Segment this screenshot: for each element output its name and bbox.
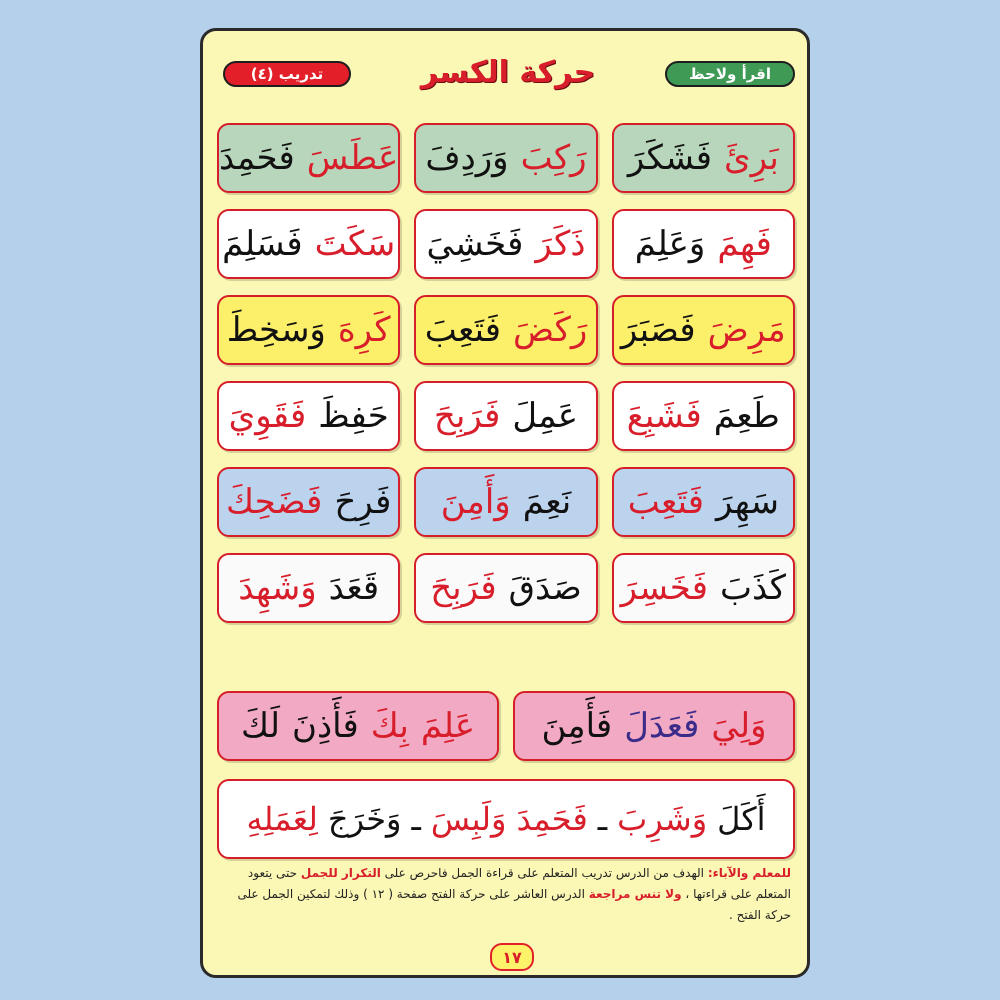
word-grid [217,123,795,623]
word-pair-box [414,123,597,193]
word: ذَكَرَ [535,224,586,264]
word: بِكَ [370,706,409,746]
sentence-row-long [217,779,795,859]
word-pair-box [414,381,597,451]
word: وَسَخِطَ [226,310,326,350]
word: وَلِيَ [711,706,767,746]
word: سَكَتَ [314,224,396,264]
word-pair-box [217,123,400,193]
note-emphasis-2: ولا تنس مراجعة [588,887,682,901]
word: عَمِلَ [512,396,579,436]
sentence-row-pink [217,691,795,761]
word: وَشَهِدَ [238,568,317,608]
word: فَأَذِنَ [292,706,359,746]
word-pair-box [217,553,400,623]
word: عَطَسَ [306,138,399,178]
sentence-box [217,691,499,761]
word-pair-box [612,467,795,537]
word: وَعَلِمَ [634,224,706,264]
word: لَكَ [240,706,280,746]
word: فَتَعِبَ [424,310,502,350]
word: فَحَمِدَ [219,138,295,178]
word: وَأَمِنَ [440,482,511,522]
word: عَلِمَ [420,706,476,746]
word: لِعَمَلِهِ [246,800,318,838]
word-pair-box [414,553,597,623]
word-pair-box [414,209,597,279]
word: وَشَرِبَ [617,800,708,838]
word: سَهِرَ [716,482,779,522]
word-pair-box [414,467,597,537]
word-pair-box [612,381,795,451]
word-pair-box [612,209,795,279]
word-pair-box [414,295,597,365]
word: فَضَحِكَ [226,482,323,522]
note-part-2: حتى يتعود المتعلم على قراءتها ، [247,866,791,901]
note-part-3: الدرس العاشر على حركة الفتح صفحة ( ١٢ ) وذلك لتمكين الجمل على حركة الفتح . [237,887,791,922]
word: وَلَبِسَ [430,800,507,838]
word: فَعَدَلَ [624,706,700,746]
word: أَكَلَ [717,800,766,838]
word: فَشَبِعَ [626,396,702,436]
word: فَرَبِحَ [433,396,501,436]
word-pair-box [612,123,795,193]
word-pair-box [217,381,400,451]
read-and-observe-label: اقرأ ولاحظ [665,61,795,87]
word: فَأَمِنَ [541,706,613,746]
note-part-1: الهدف من الدرس تدريب المتعلم على قراءة الجمل فاحرص على [380,866,708,880]
word: ـ [411,800,421,838]
word: طَعِمَ [713,396,780,436]
word: كَرِهَ [337,310,391,350]
word: فَشَكَرَ [627,138,712,178]
sentence-box [513,691,795,761]
long-sentence-box [217,779,795,859]
worksheet-page [200,28,810,978]
word-pair-box [612,553,795,623]
word: قَعَدَ [328,568,380,608]
word: فَصَبَرَ [620,310,696,350]
word: فَسَلِمَ [222,224,303,264]
word: فَحَمِدَ [516,800,588,838]
exercise-number-label: تدريب (٤) [223,61,351,87]
word: فَرَبِحَ [430,568,497,608]
word: فَهِمَ [717,224,772,264]
page-number: ١٧ [490,943,534,971]
word: فَتَعِبَ [627,482,705,522]
word: رَكَضَ [513,310,588,350]
word-pair-box [217,295,400,365]
word-pair-box [217,467,400,537]
word: حَفِظَ [318,396,389,436]
word: فَرِحَ [334,482,392,522]
word: رَكِبَ [520,138,587,178]
word: مَرِضَ [707,310,786,350]
word: فَخَسِرَ [620,568,708,608]
word: صَدَقَ [508,568,582,608]
word: نَعِمَ [522,482,572,522]
word: فَخَشِيَ [426,224,524,264]
word-pair-box [217,209,400,279]
teacher-note [225,863,791,926]
word-pair-box [612,295,795,365]
note-emphasis-1: التكرار للجمل [300,866,381,880]
page-title: حركة الكسر [420,55,596,90]
note-lead: للمعلم والآباء: [707,866,791,880]
word: بَرِئَ [723,138,779,178]
word: وَخَرَجَ [327,800,402,838]
word: ـ [597,800,608,838]
word: كَذَبَ [719,568,786,608]
word: فَقَوِيَ [228,396,307,436]
word: وَرَدِفَ [425,138,509,178]
